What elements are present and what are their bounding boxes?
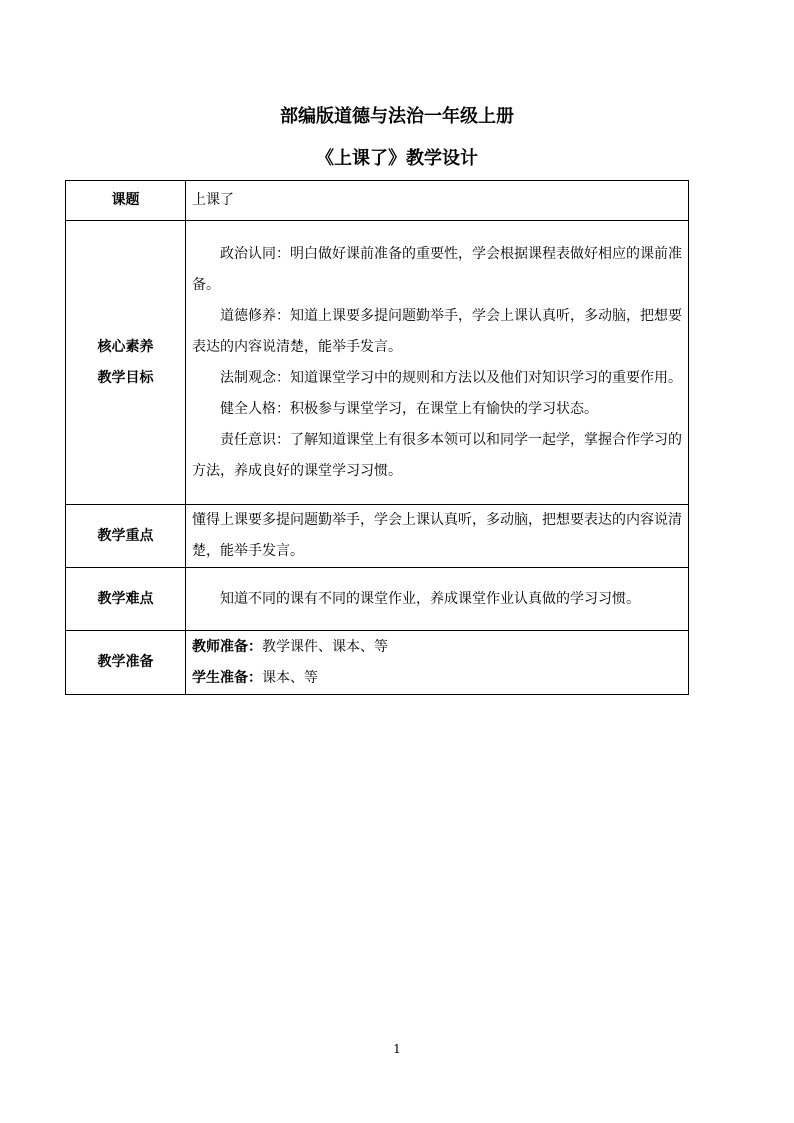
- table-row-difficulties: [66, 568, 689, 631]
- student-preparation-line: [192, 663, 682, 694]
- student-preparation-value: 课本、等: [262, 669, 318, 686]
- preparation-content: [186, 631, 689, 695]
- goals-label-line1: 核心素养: [97, 338, 154, 355]
- goal-paragraph-personality: 健全人格：积极参与课堂学习，在课堂上有愉快的学习状态。: [220, 400, 598, 417]
- goal-paragraph-moral: 道德修养：知道上课要多提问题勤举手，学会上课认真听，多动脑，把想要表达的内容说清楚，能举手发言。: [192, 307, 682, 355]
- teacher-preparation-value: 教学课件、课本、等: [262, 638, 388, 655]
- goals-label-line2: 教学目标: [97, 369, 154, 386]
- table-row-key-points: [66, 505, 689, 568]
- topic-text: 上课了: [192, 192, 234, 208]
- topic-value: [186, 181, 689, 221]
- document-subtitle: 《上课了》教学设计: [316, 148, 478, 169]
- key-points-label: 教学重点: [66, 505, 186, 568]
- key-points-text: 懂得上课要多提问题勤举手，学会上课认真听，多动脑，把想要表达的内容说清楚，能举手发言。: [192, 512, 682, 559]
- table-row-preparation: [66, 631, 689, 695]
- key-points-content: [186, 505, 689, 568]
- goals-content: [186, 221, 689, 505]
- teacher-preparation-line: [192, 632, 682, 663]
- goals-label: [66, 221, 186, 505]
- goal-paragraph-responsibility: 责任意识：了解知道课堂上有很多本领可以和同学一起学，掌握合作学习的方法，养成良好的课堂学习习惯。: [192, 431, 682, 479]
- goal-paragraph-legal: 法制观念：知道课堂学习中的规则和方法以及他们对知识学习的重要作用。: [220, 369, 682, 386]
- lesson-plan-table: [65, 180, 689, 695]
- difficulties-text: 知道不同的课有不同的课堂作业，养成课堂作业认真做的学习习惯。: [220, 590, 640, 607]
- student-preparation-label: 学生准备：: [192, 669, 262, 686]
- topic-label: 课题: [66, 181, 186, 221]
- page-number: 1: [393, 1042, 401, 1056]
- table-row-goals: [66, 221, 689, 505]
- difficulties-content: [186, 568, 689, 631]
- document-title: 部编版道德与法治一年级上册: [280, 106, 514, 127]
- table-row-topic: [66, 181, 689, 221]
- preparation-label: 教学准备: [66, 631, 186, 695]
- teacher-preparation-label: 教师准备：: [192, 638, 262, 655]
- difficulties-label: 教学难点: [66, 568, 186, 631]
- goal-paragraph-political: 政治认同：明白做好课前准备的重要性，学会根据课程表做好相应的课前准备。: [192, 245, 682, 293]
